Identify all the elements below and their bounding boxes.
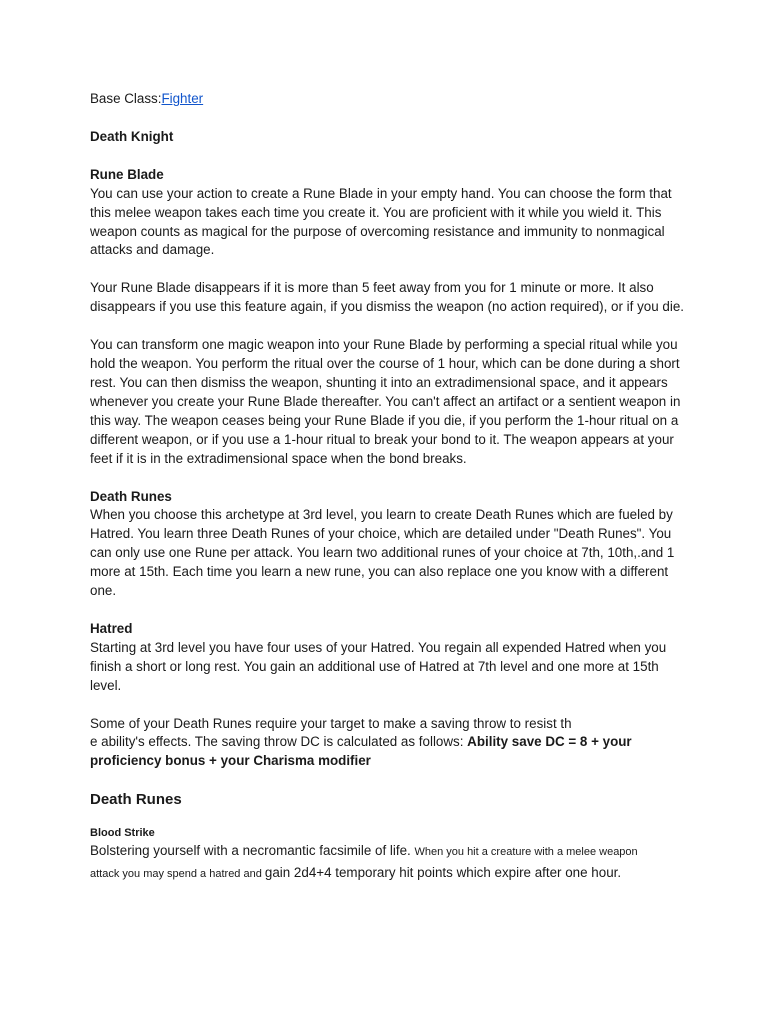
hatred-paragraph-2 bbox=[90, 715, 690, 772]
blood-strike-cost: attack you may spend a hatred and bbox=[90, 868, 265, 881]
base-class-line bbox=[90, 90, 690, 109]
blood-strike-line-1 bbox=[90, 842, 690, 862]
save-dc-formula-part-2: proficiency bonus + your Charisma modifier bbox=[90, 753, 371, 769]
rune-blade-paragraph-2: Your Rune Blade disappears if it is more than 5 feet away from you for 1 minute or more. It also disappears if you use this feature again, if you dismiss the weapon (no action required), or if you die. bbox=[90, 280, 684, 315]
blood-strike-trigger: When you hit a creature with a melee weapon bbox=[414, 846, 638, 859]
rune-blade-heading: Rune Blade bbox=[90, 166, 164, 182]
save-dc-formula-part-1: Ability save DC = 8 + your bbox=[467, 734, 632, 750]
death-runes-feature-paragraph: When you choose this archetype at 3rd level, you learn to create Death Runes which are fueled by Hatred. You learn three Death Runes of your choice, which are detailed under "Death Runes". You can only use one Rune per attack. You learn two additional runes of your choice at 7th, 10th,.and 1 more at 15th. Each time you learn a new rune, you can also replace one you know with a different one. bbox=[90, 507, 675, 599]
blood-strike-line-2 bbox=[90, 864, 690, 884]
base-class-label: Base Class: bbox=[90, 91, 162, 106]
hatred-p2-line-2: e ability's effects. The saving throw DC is calculated as follows: bbox=[90, 734, 468, 750]
death-runes-section-heading: Death Runes bbox=[90, 791, 182, 809]
hatred-p2-line-1: Some of your Death Runes require your target to make a saving throw to resist th bbox=[90, 715, 572, 731]
hatred-heading: Hatred bbox=[90, 620, 133, 636]
blood-strike-effect: gain 2d4+4 temporary hit points which expire after one hour. bbox=[264, 865, 622, 881]
hatred-paragraph-1: Starting at 3rd level you have four uses of your Hatred. You regain all expended Hatred when you finish a short or long rest. You gain an additional use of Hatred at 7th level and one more at 15th level. bbox=[90, 639, 667, 693]
blood-strike-intro: Bolstering yourself with a necromantic facsimile of life. bbox=[90, 843, 415, 859]
document-page bbox=[90, 90, 690, 884]
fighter-link[interactable]: Fighter bbox=[161, 91, 204, 106]
blood-strike-heading: Blood Strike bbox=[90, 827, 155, 840]
rune-blade-paragraph-3: You can transform one magic weapon into your Rune Blade by performing a special ritual while you hold the weapon. You perform the ritual over the course of 1 hour, which can be done during a short rest. You can then dismiss the weapon, shunting it into an extradimensional space, and it appears whenever you create your Rune Blade thereafter. You can't affect an artifact or a sentient weapon in this way. The weapon ceases being your Rune Blade if you die, if you perform the 1-hour ritual on a different weapon, or if you use a 1-hour ritual to break your bond to it. The weapon appears at your feet if it is in the extradimensional space when the bond breaks. bbox=[90, 337, 681, 466]
rune-blade-paragraph-1: You can use your action to create a Rune Blade in your empty hand. You can choose the form that this melee weapon takes each time you create it. You are proficient with it while you wield it. This weapon counts as magical for the purpose of overcoming resistance and immunity to nonmagical attacks and damage. bbox=[90, 185, 672, 258]
death-runes-feature-heading: Death Runes bbox=[90, 488, 172, 504]
document-title: Death Knight bbox=[90, 128, 174, 144]
